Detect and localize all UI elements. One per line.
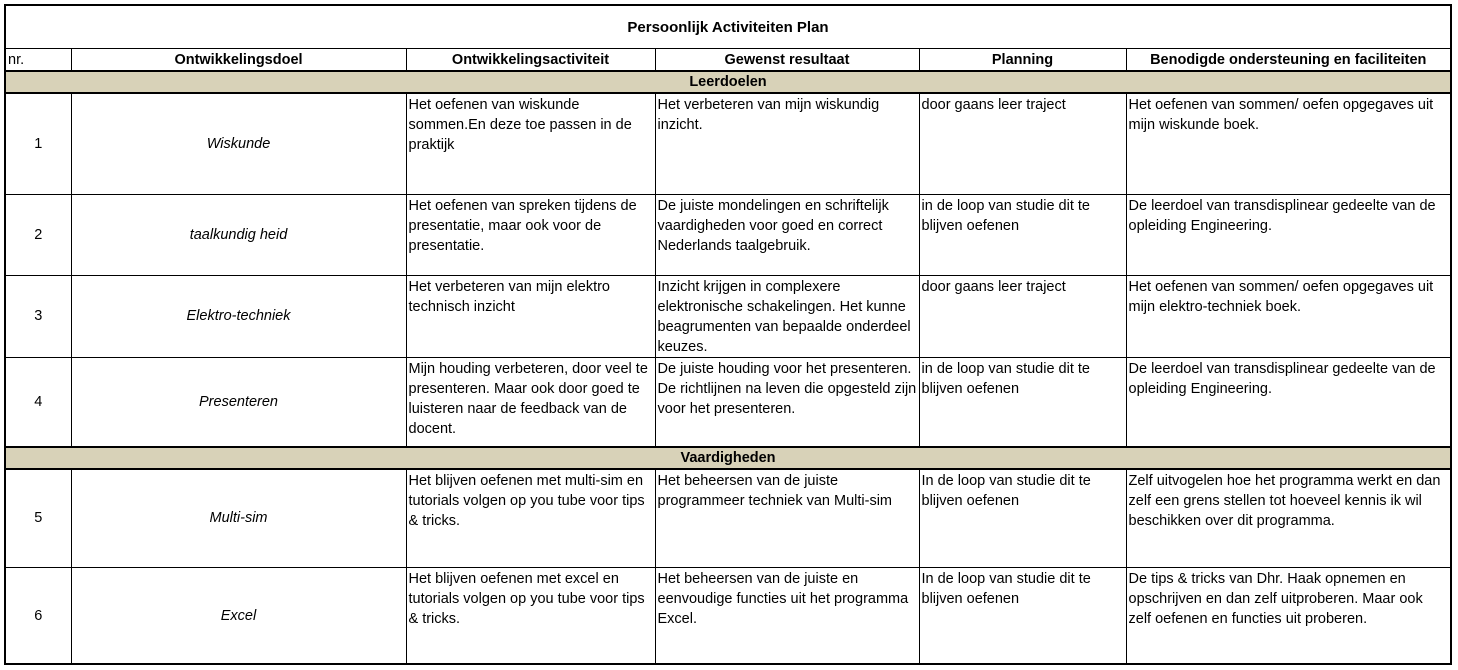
result-cell: De juiste houding voor het presenteren. De richtlijnen na leven die opgesteld zijn voor het presenteren. (655, 357, 919, 447)
section-row-leerdoelen (6, 71, 1450, 93)
activity-cell: Mijn houding verbeteren, door veel te presenteren. Maar ook door goed te luisteren naar de feedback van de docent. (406, 357, 655, 447)
row-number: 1 (6, 93, 71, 194)
result-cell: Het beheersen van de juiste programmeer techniek van Multi-sim (655, 469, 919, 567)
table-row (6, 357, 1450, 447)
planning-cell: In de loop van studie dit te blijven oefenen (919, 469, 1126, 567)
activity-cell: Het oefenen van wiskunde sommen.En deze toe passen in de praktijk (406, 93, 655, 194)
support-cell: Het oefenen van sommen/ oefen opgegaves uit mijn elektro-techniek boek. (1126, 275, 1450, 357)
row-number: 4 (6, 357, 71, 447)
row-number: 3 (6, 275, 71, 357)
planning-cell: door gaans leer traject (919, 93, 1126, 194)
result-cell: De juiste mondelingen en schriftelijk vaardigheden voor goed en correct Nederlands taalgebruik. (655, 194, 919, 275)
support-cell: De leerdoel van transdisplinear gedeelte van de opleiding Engineering. (1126, 194, 1450, 275)
result-cell: Het verbeteren van mijn wiskundig inzicht. (655, 93, 919, 194)
activity-cell: Het oefenen van spreken tijdens de presentatie, maar ook voor de presentatie. (406, 194, 655, 275)
goal-cell: Wiskunde (71, 93, 406, 194)
header-result: Gewenst resultaat (655, 49, 919, 72)
goal-cell: Elektro-techniek (71, 275, 406, 357)
table-row (6, 567, 1450, 665)
header-planning: Planning (919, 49, 1126, 72)
section-row-vaardigheden (6, 447, 1450, 469)
table-row (6, 275, 1450, 357)
header-activity: Ontwikkelingsactiviteit (406, 49, 655, 72)
plan-table (6, 48, 1450, 665)
row-number: 6 (6, 567, 71, 665)
header-nr: nr. (6, 49, 71, 72)
support-cell: De leerdoel van transdisplinear gedeelte van de opleiding Engineering. (1126, 357, 1450, 447)
row-number: 2 (6, 194, 71, 275)
table-row (6, 93, 1450, 194)
support-cell: Het oefenen van sommen/ oefen opgegaves uit mijn wiskunde boek. (1126, 93, 1450, 194)
activity-cell: Het verbeteren van mijn elektro technisch inzicht (406, 275, 655, 357)
planning-cell: in de loop van studie dit te blijven oefenen (919, 194, 1126, 275)
planning-cell: in de loop van studie dit te blijven oefenen (919, 357, 1126, 447)
goal-cell: Multi-sim (71, 469, 406, 567)
header-row (6, 49, 1450, 72)
table-row (6, 194, 1450, 275)
section-label: Vaardigheden (6, 447, 1450, 469)
activity-cell: Het blijven oefenen met excel en tutorials volgen op you tube voor tips & tricks. (406, 567, 655, 665)
support-cell: De tips & tricks van Dhr. Haak opnemen en opschrijven en dan zelf uitproberen. Maar ook zelf oefenen en functies uit proberen. (1126, 567, 1450, 665)
result-cell: Inzicht krijgen in complexere elektronische schakelingen. Het kunne beagrumenten van bepaalde onderdeel keuzes. (655, 275, 919, 357)
activity-plan-sheet (4, 4, 1452, 665)
table-row (6, 469, 1450, 567)
goal-cell: Presenteren (71, 357, 406, 447)
header-support: Benodigde ondersteuning en faciliteiten (1126, 49, 1450, 72)
goal-cell: taalkundig heid (71, 194, 406, 275)
activity-cell: Het blijven oefenen met multi-sim en tutorials volgen op you tube voor tips & tricks. (406, 469, 655, 567)
result-cell: Het beheersen van de juiste en eenvoudige functies uit het programma Excel. (655, 567, 919, 665)
header-goal: Ontwikkelingsdoel (71, 49, 406, 72)
row-number: 5 (6, 469, 71, 567)
page-title: Persoonlijk Activiteiten Plan (6, 6, 1450, 49)
section-label: Leerdoelen (6, 71, 1450, 93)
planning-cell: door gaans leer traject (919, 275, 1126, 357)
goal-cell: Excel (71, 567, 406, 665)
planning-cell: In de loop van studie dit te blijven oefenen (919, 567, 1126, 665)
support-cell: Zelf uitvogelen hoe het programma werkt en dan zelf een grens stellen tot hoeveel kennis ik wil beschikken over dit programma. (1126, 469, 1450, 567)
